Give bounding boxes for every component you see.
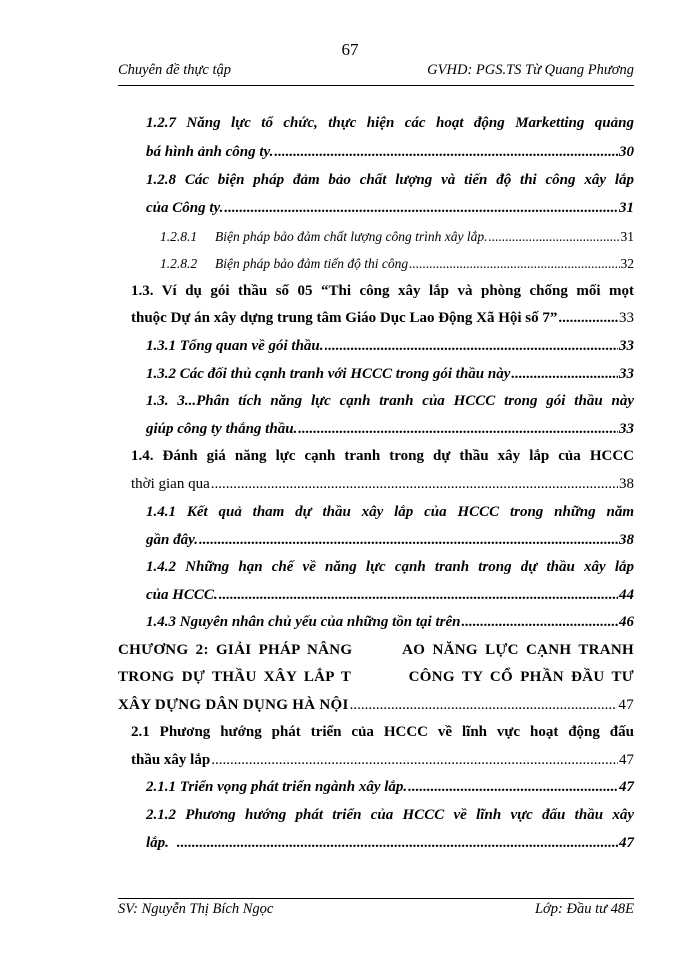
leader-dots: [511, 366, 618, 383]
toc-entry-2-1-2-line2[interactable]: [146, 835, 634, 852]
leader-dots: [350, 697, 618, 714]
leader-dots: [219, 587, 618, 604]
footer-left: SV: Nguyễn Thị Bích Ngọc: [118, 901, 274, 917]
toc-entry-1-3-line2[interactable]: [131, 310, 634, 327]
toc-entry-1-2-7-line1[interactable]: 1.2.7 Năng lực tổ chức, thực hiện các hoạt động Marketting quảng: [146, 115, 634, 131]
toc-entry-1-3-line1[interactable]: 1.3. Ví dụ gói thầu số 05 “Thi công xây lắp và phòng chống mối mọt: [131, 283, 634, 299]
leader-dots: [325, 338, 618, 355]
toc-entry-1-4-1-line1[interactable]: 1.4.1 Kết quả tham dự thầu xây lắp của HCCC trong những năm: [146, 504, 634, 520]
toc-text: 1.3.1 Tổng quan về gói thầu.: [146, 338, 324, 354]
toc-text: thầu xây lắp: [131, 752, 211, 768]
toc-entry-2-1-line2[interactable]: [131, 752, 634, 769]
toc-page: 33: [619, 366, 634, 382]
toc-page: 33: [619, 421, 634, 437]
toc-page: 31: [620, 229, 634, 244]
header-left: Chuyên đề thực tập: [118, 62, 232, 78]
toc-entry-1-3-1[interactable]: [146, 338, 634, 355]
leader-dots: [199, 532, 618, 549]
toc-text: Biện pháp bảo đảm chất lượng công trình xây lắp.: [215, 229, 488, 244]
toc-entry-2-1-2-line1[interactable]: 2.1.2 Phương hướng phát triển của HCCC về lĩnh vực đấu thầu xây: [146, 807, 634, 823]
toc-page: 31: [619, 200, 634, 216]
toc-entry-1-3-3-line1[interactable]: 1.3. 3...Phân tích năng lực cạnh tranh của HCCC trong gói thầu này: [146, 393, 634, 409]
toc-page: 47: [619, 752, 634, 768]
toc-page: 33: [619, 310, 634, 326]
leader-dots: [461, 614, 618, 631]
toc-text: của Công ty.: [146, 200, 224, 216]
toc-text: gần đây.: [146, 532, 198, 548]
toc-chapter-2-line1[interactable]: CHƯƠNG 2: GIẢI PHÁP NÂNG AO NĂNG LỰC CẠNH TRANH: [118, 642, 634, 658]
toc-entry-1-2-8-line2[interactable]: [146, 200, 634, 217]
footer-right: Lớp: Đầu tư 48E: [534, 901, 634, 917]
toc-entry-1-4-line2[interactable]: [131, 476, 634, 493]
toc-entry-1-2-8-line1[interactable]: 1.2.8 Các biện pháp đảm bảo chất lượng và tiến độ thi công xây lắp: [146, 172, 634, 188]
toc-text: XÂY DỰNG DÂN DỤNG HÀ NỘI: [118, 697, 349, 713]
toc-text: giúp công ty thắng thầu.: [146, 421, 298, 437]
toc-entry-1-4-1-line2[interactable]: [146, 532, 634, 549]
header-rule: [118, 85, 634, 86]
toc-entry-1-2-8-1[interactable]: [160, 229, 634, 245]
toc-page: 47: [619, 779, 634, 795]
leader-dots: [211, 752, 618, 769]
toc-page: 38: [619, 532, 634, 548]
toc-entry-1-3-2[interactable]: [146, 366, 634, 383]
toc-text: 1.4.3 Nguyên nhân chủ yếu của những tồn tại trên: [146, 614, 461, 630]
toc-page: 30: [619, 144, 634, 160]
toc-number: 1.2.8.1: [160, 229, 198, 244]
leader-dots: [224, 200, 618, 217]
toc-page: 46: [619, 614, 634, 630]
toc-text: thuộc Dự án xây dựng trung tâm Giáo Dục Lao Động Xã Hội số 7”: [131, 310, 558, 326]
toc-page: 38: [619, 476, 634, 492]
leader-dots: [408, 779, 618, 796]
toc-entry-1-4-2-line2[interactable]: [146, 587, 634, 604]
toc-text: thời gian qua: [131, 476, 210, 492]
toc-text: Biện pháp bảo đảm tiến độ thi công: [215, 256, 409, 271]
toc-entry-1-4-2-line1[interactable]: 1.4.2 Những hạn chế về năng lực cạnh tranh trong dự thầu xây lắp: [146, 559, 634, 575]
leader-dots: [489, 229, 620, 245]
toc-entry-1-2-8-2[interactable]: [160, 256, 634, 272]
leader-dots: [211, 476, 618, 493]
toc-entry-2-1-1[interactable]: [146, 779, 634, 796]
header-right: GVHD: PGS.TS Từ Quang Phương: [427, 62, 634, 78]
toc-text: 1.3.2 Các đối thủ cạnh tranh với HCCC trong gói thầu này: [146, 366, 511, 382]
leader-dots: [274, 144, 618, 161]
toc-entry-2-1-line1[interactable]: 2.1 Phương hướng phát triển của HCCC về lĩnh vực hoạt động đấu: [131, 724, 634, 740]
toc-entry-1-4-3[interactable]: [146, 614, 634, 631]
toc-page: 32: [620, 256, 634, 271]
toc-page: 47: [619, 835, 634, 851]
toc-entry-1-4-line1[interactable]: 1.4. Đánh giá năng lực cạnh tranh trong dự thầu xây lắp của HCCC: [131, 448, 634, 464]
footer-rule: [118, 898, 634, 899]
toc-number: 1.2.8.2: [160, 256, 198, 271]
toc-text: lắp.: [146, 835, 169, 851]
leader-dots: [558, 310, 618, 327]
leader-dots: [409, 256, 619, 272]
toc-page: 47: [618, 697, 634, 713]
toc-text: bá hình ảnh công ty.: [146, 144, 274, 160]
toc-chapter-2-line3[interactable]: [118, 697, 634, 714]
page-number: 67: [341, 40, 359, 59]
toc-page: 33: [619, 338, 634, 354]
toc-entry-1-3-3-line2[interactable]: [146, 421, 634, 438]
toc-text: của HCCC.: [146, 587, 218, 603]
toc-chapter-2-line2[interactable]: TRONG DỰ THẦU XÂY LẮP T CÔNG TY CỔ PHẦN ĐẦU TƯ: [118, 669, 634, 685]
leader-dots: [177, 835, 618, 852]
leader-dots: [298, 421, 618, 438]
toc-page: 44: [619, 587, 634, 603]
toc-text: 2.1.1 Triển vọng phát triển ngành xây lắp.: [146, 779, 408, 795]
toc-entry-1-2-7-line2[interactable]: [146, 144, 634, 161]
